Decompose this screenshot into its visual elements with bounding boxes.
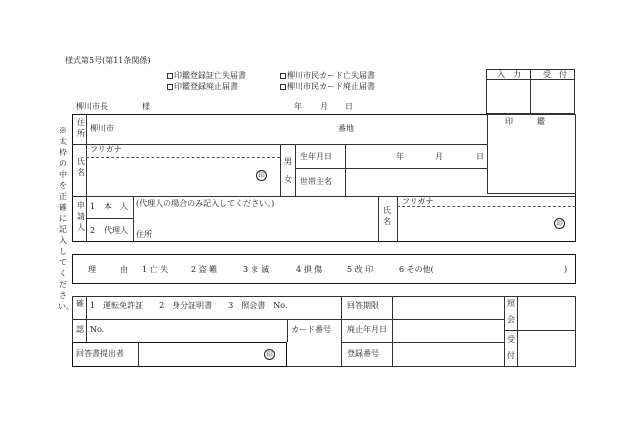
reason-worn[interactable]: 3 ま 滅 bbox=[243, 265, 270, 274]
gender-male[interactable]: 男 bbox=[284, 157, 292, 166]
reply-seal-mark-icon: 印 bbox=[264, 349, 275, 360]
date-month-label: 月 bbox=[320, 102, 328, 111]
checkbox-citizen-card-abolish[interactable] bbox=[280, 84, 286, 90]
reason-change-seal[interactable]: 5 改 印 bbox=[347, 265, 374, 274]
accept-label-2: 付 bbox=[507, 351, 515, 360]
addressee: 柳川市長 bbox=[76, 102, 108, 111]
gender-female[interactable]: 女 bbox=[284, 175, 292, 184]
checkbox-seal-abolish[interactable] bbox=[167, 84, 173, 90]
agent-note: (代理人の場合のみ記入してください。) bbox=[136, 199, 275, 208]
inquiry-label-1: 照 bbox=[507, 299, 515, 308]
reply-submitter-label: 回答書提出者 bbox=[76, 349, 124, 358]
requester-self-number: 1 bbox=[90, 202, 96, 211]
date-day-label: 日 bbox=[345, 102, 353, 111]
reason-stolen[interactable]: 2 盗 難 bbox=[191, 265, 218, 274]
seal-stamp-label: 印 鑑 bbox=[505, 117, 545, 126]
requester-label: 申請人 bbox=[77, 201, 85, 232]
reason-other[interactable]: 6 その他( bbox=[399, 265, 434, 274]
address-label: 住所 bbox=[77, 118, 85, 138]
confirm-no-label: No. bbox=[90, 325, 105, 334]
side-note: ※太枠の中を正確に記入してください。 bbox=[58, 126, 74, 311]
inquiry-label-2: 会 bbox=[507, 315, 515, 324]
reply-deadline-label: 回答期限 bbox=[347, 301, 379, 310]
registration-number-label: 登録番号 bbox=[347, 349, 379, 358]
birth-day-label: 日 bbox=[476, 152, 484, 161]
confirm-label-bottom: 認 bbox=[76, 325, 84, 334]
date-year-label: 年 bbox=[294, 102, 302, 111]
birth-month-label: 月 bbox=[435, 152, 443, 161]
abolish-date-label: 廃止年月日 bbox=[347, 325, 387, 334]
agent-address-label: 住所 bbox=[136, 230, 152, 239]
input-label: 入 力 bbox=[497, 70, 521, 79]
agent-furigana-label: フリガナ bbox=[402, 197, 434, 206]
requester-agent-number: 2 bbox=[90, 226, 96, 235]
birth-label: 生年月日 bbox=[300, 152, 332, 161]
reason-lost[interactable]: 1 亡 失 bbox=[142, 265, 169, 274]
checkbox-seal-card-lost[interactable] bbox=[167, 73, 173, 79]
banchi-label: 番地 bbox=[338, 124, 354, 133]
name-label: 氏名 bbox=[77, 157, 85, 177]
seal-mark-icon: 印 bbox=[256, 170, 267, 181]
requester-self[interactable]: 本 人 bbox=[104, 202, 128, 211]
seal-stamp-box bbox=[487, 114, 576, 194]
agent-name-label: 氏名 bbox=[383, 206, 391, 226]
form-number: 様式第5号(第11条関係) bbox=[65, 56, 151, 65]
furigana-label: フリガナ bbox=[90, 145, 122, 154]
requester-agent[interactable]: 代理人 bbox=[104, 226, 128, 235]
household-head-label: 世帯主名 bbox=[300, 177, 332, 186]
confirm-documents: 1 運転免許証 2 身分証明書 3 照会書 No. bbox=[90, 301, 288, 310]
honorific: 様 bbox=[142, 102, 150, 111]
agent-seal-mark-icon: 印 bbox=[554, 218, 565, 229]
birth-year-label: 年 bbox=[396, 152, 404, 161]
accept-label-1: 受 bbox=[507, 335, 515, 344]
reason-damaged[interactable]: 4 損 傷 bbox=[296, 265, 323, 274]
checkbox-label-citizen-card-abolish: 柳川市民カード廃止届書 bbox=[287, 82, 375, 91]
checkbox-label-seal-card-lost: 印鑑登録証亡失届書 bbox=[174, 71, 246, 80]
reason-other-close: ) bbox=[564, 265, 568, 274]
checkbox-citizen-card-lost[interactable] bbox=[280, 73, 286, 79]
checkbox-label-citizen-card-lost: 柳川市民カード亡失届書 bbox=[287, 71, 375, 80]
city-name: 柳川市 bbox=[90, 124, 114, 133]
delivery-label: 受 付 bbox=[543, 70, 567, 79]
confirm-label-top: 確 bbox=[76, 299, 84, 308]
reason-label: 理 由 bbox=[88, 265, 128, 274]
card-number-label: カード番号 bbox=[291, 325, 331, 334]
checkbox-label-seal-abolish: 印鑑登録廃止届書 bbox=[174, 82, 238, 91]
